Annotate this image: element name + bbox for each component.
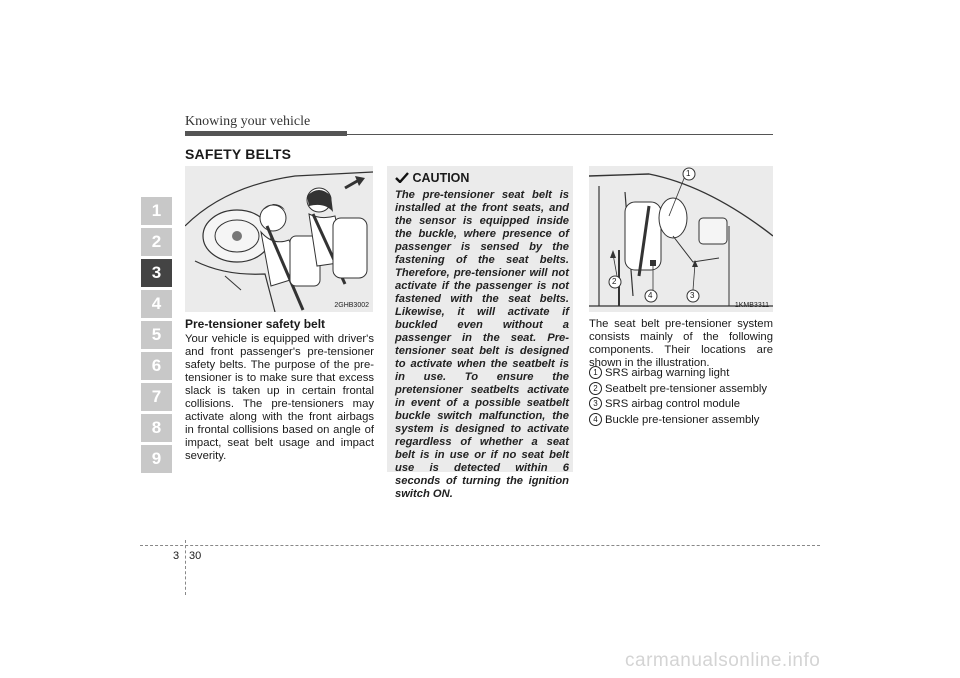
components-intro: The seat belt pre-tensioner system consists mainly of the following components. Their locations are shown in the illustration.	[589, 318, 773, 369]
list-item	[589, 366, 779, 382]
list-item	[589, 397, 779, 413]
callout-4: 4	[648, 291, 653, 300]
seat-belt-occupants-icon	[185, 166, 373, 312]
caution-title: CAUTION	[412, 171, 470, 185]
item-label: Seatbelt pre-tensioner assembly	[605, 382, 768, 395]
chapter-tab-7[interactable]: 7	[141, 383, 172, 411]
footer-rule	[140, 545, 820, 546]
chapter-tab-8[interactable]: 8	[141, 414, 172, 442]
header-rule	[185, 134, 773, 135]
item-label: Buckle pre-tensioner assembly	[605, 413, 760, 426]
chapter-tab-4[interactable]: 4	[141, 290, 172, 318]
caution-heading	[395, 171, 469, 185]
caution-text: The pre-tensioner seat belt is installed at the front seats, and the sensor is equipped inside the buckle, where presence of passenger is sensed by the fastening of the seat belts. Therefore, pre-tensioner will not activate if the passenger is not fastened with the seat belts. Likewise, it will activate if buckled even without a passenger in the seat. Pre-tensioner seat belt is designed to activate when the seatbelt is in use. To ensure the pretensioner seatbelts activate in event of a possible seatbelt buckle switch malfunction, the system is designed to activate regardless of whether a seat belt is in use or if no seat belt use is detected within 6 seconds of turning the ignition switch ON.	[395, 189, 569, 500]
caution-box	[387, 166, 573, 500]
pretensioner-paragraph: Your vehicle is equipped with driver's and front passenger's pre-tensioner safety belts. The purpose of the pre-tensioner is to make sure that excess slack is taken up in certain frontal collisions. The pre-tensioners may activate along with the front airbags in frontal collisions based on angle of impact, seat belt usage and impact severity.	[185, 333, 374, 462]
watermark: carmanualsonline.info	[625, 650, 821, 671]
pretensioner-illustration	[185, 166, 373, 312]
item-number: 4	[589, 413, 602, 426]
item-number: 1	[589, 366, 602, 379]
chapter-tab-1[interactable]: 1	[141, 197, 172, 225]
components-list	[589, 366, 779, 428]
callout-1: 1	[686, 169, 691, 178]
chapter-tabs	[141, 197, 172, 476]
chapter-tab-9[interactable]: 9	[141, 445, 172, 473]
callout-2: 2	[612, 277, 617, 286]
item-number: 3	[589, 397, 602, 410]
section-title: SAFETY BELTS	[185, 146, 292, 162]
pretensioner-heading: Pre-tensioner safety belt	[185, 317, 326, 331]
chapter-tab-6[interactable]: 6	[141, 352, 172, 380]
chapter-tab-5[interactable]: 5	[141, 321, 172, 349]
item-label: SRS airbag control module	[605, 398, 741, 410]
list-item	[589, 413, 779, 429]
figure-code-right: 1KMB3311	[734, 302, 769, 309]
running-header: Knowing your vehicle	[185, 114, 311, 129]
item-label: SRS airbag warning light	[605, 367, 730, 379]
page-chapter: 3	[173, 550, 180, 562]
components-illustration	[589, 166, 773, 312]
chapter-tab-3[interactable]: 3	[141, 259, 172, 287]
chapter-tab-2[interactable]: 2	[141, 228, 172, 256]
callout-3: 3	[690, 291, 695, 300]
figure-code: 2GHB3002	[334, 302, 369, 309]
item-number: 2	[589, 382, 602, 395]
car-interior-icon	[589, 166, 773, 312]
page-number: 30	[189, 550, 202, 562]
list-item	[589, 382, 779, 398]
footer-divider	[185, 540, 186, 595]
checkmark-icon	[395, 172, 409, 183]
